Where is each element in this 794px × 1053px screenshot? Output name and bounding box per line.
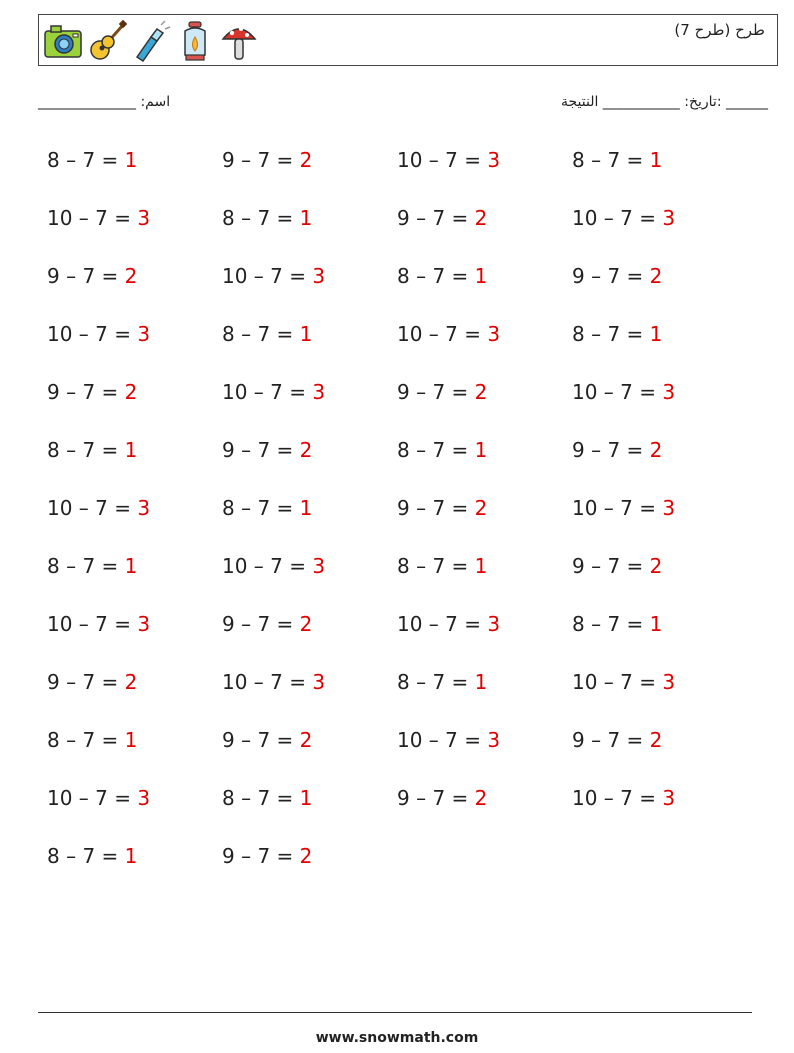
problem-answer: 1 [124,148,138,172]
problem-question: 9 – 7 = [397,496,475,520]
problem-question: 9 – 7 = [397,786,475,810]
problem-item [222,496,312,520]
problem-question: 10 – 7 = [572,786,663,810]
mushroom-icon [219,19,259,63]
problem-question: 10 – 7 = [47,322,138,346]
header-icons [43,19,259,63]
problem-question: 10 – 7 = [397,612,488,636]
problem-question: 9 – 7 = [572,554,650,578]
problem-question: 10 – 7 = [397,322,488,346]
problem-row [47,670,767,728]
problem-item [222,554,325,578]
problem-item [397,438,487,462]
problem-row [47,728,767,786]
problem-answer: 1 [474,264,488,288]
problem-answer: 2 [649,728,663,752]
problem-answer: 1 [474,670,488,694]
problem-answer: 1 [299,786,313,810]
problem-question: 10 – 7 = [397,148,488,172]
problem-question: 9 – 7 = [222,728,300,752]
problem-question: 8 – 7 = [47,438,125,462]
problem-item [47,670,137,694]
problem-answer: 2 [649,554,663,578]
problem-answer: 2 [124,670,138,694]
problem-row [47,496,767,554]
problem-item [572,554,662,578]
problem-item [572,612,662,636]
problem-answer: 2 [649,264,663,288]
problem-row [47,786,767,844]
problem-answer: 1 [474,438,488,462]
problem-item [47,264,137,288]
problem-row [47,438,767,496]
problem-question: 9 – 7 = [222,844,300,868]
problem-answer: 3 [662,496,676,520]
problem-item [397,206,487,230]
problem-question: 8 – 7 = [397,264,475,288]
problem-row [47,380,767,438]
problem-question: 9 – 7 = [47,264,125,288]
problem-row [47,844,767,902]
problem-item [222,612,312,636]
flashlight-icon [131,19,171,63]
problem-item [222,728,312,752]
problem-row [47,612,767,670]
problem-item [47,496,150,520]
problem-answer: 3 [487,148,501,172]
problem-item [572,670,675,694]
problem-item [47,380,137,404]
problem-answer: 1 [649,612,663,636]
problem-row [47,148,767,206]
problem-item [222,786,312,810]
problem-item [397,728,500,752]
problem-row [47,554,767,612]
problem-item [572,264,662,288]
problem-item [47,728,137,752]
problem-question: 8 – 7 = [47,728,125,752]
problem-question: 8 – 7 = [222,322,300,346]
problem-answer: 3 [137,322,151,346]
problem-question: 10 – 7 = [397,728,488,752]
problem-question: 9 – 7 = [222,438,300,462]
name-line: اسم: ______________ [38,94,171,110]
problem-answer: 1 [124,844,138,868]
problem-answer: 2 [474,496,488,520]
problem-row [47,322,767,380]
problem-item [572,380,675,404]
lantern-icon [175,19,215,63]
problem-answer: 2 [299,728,313,752]
problem-answer: 3 [312,380,326,404]
problem-question: 8 – 7 = [47,148,125,172]
problem-answer: 2 [299,844,313,868]
problem-question: 10 – 7 = [47,612,138,636]
problem-answer: 3 [487,612,501,636]
problem-item [397,786,487,810]
problem-item [222,438,312,462]
problem-question: 8 – 7 = [47,554,125,578]
problem-answer: 3 [487,322,501,346]
problem-item [222,844,312,868]
problem-item [572,438,662,462]
problem-question: 8 – 7 = [572,612,650,636]
problem-item [222,670,325,694]
problem-question: 9 – 7 = [47,380,125,404]
problem-answer: 1 [299,322,313,346]
worksheet-title: طرح (طرح 7) [674,21,765,39]
problem-question: 9 – 7 = [47,670,125,694]
problem-answer: 1 [649,148,663,172]
problem-answer: 3 [312,670,326,694]
problem-question: 9 – 7 = [222,612,300,636]
problem-question: 9 – 7 = [572,438,650,462]
problem-question: 10 – 7 = [47,786,138,810]
problem-question: 9 – 7 = [397,206,475,230]
problem-answer: 2 [474,380,488,404]
problem-answer: 1 [649,322,663,346]
problem-item [47,786,150,810]
problem-question: 8 – 7 = [397,670,475,694]
problem-question: 8 – 7 = [572,322,650,346]
problem-question: 10 – 7 = [572,496,663,520]
problem-answer: 2 [474,206,488,230]
problem-question: 8 – 7 = [572,148,650,172]
problem-item [47,206,150,230]
problem-answer: 3 [312,264,326,288]
problem-answer: 3 [137,206,151,230]
problem-question: 9 – 7 = [222,148,300,172]
problem-item [222,322,312,346]
problem-answer: 1 [124,728,138,752]
problem-item [397,496,487,520]
problem-item [397,148,500,172]
problem-item [572,786,675,810]
problem-item [572,148,662,172]
problem-answer: 3 [662,786,676,810]
problem-item [47,612,150,636]
problem-answer: 2 [299,612,313,636]
problem-question: 10 – 7 = [222,380,313,404]
problem-item [397,612,500,636]
problem-question: 8 – 7 = [47,844,125,868]
problem-question: 10 – 7 = [47,206,138,230]
problem-answer: 3 [662,380,676,404]
problem-question: 9 – 7 = [397,380,475,404]
problem-answer: 1 [124,554,138,578]
problem-item [397,322,500,346]
problem-question: 8 – 7 = [222,786,300,810]
problem-question: 8 – 7 = [397,438,475,462]
problem-item [47,844,137,868]
problem-question: 10 – 7 = [572,670,663,694]
problem-question: 9 – 7 = [572,264,650,288]
date-score-line: ______ :تاريخ: ___________ النتيجة [560,94,768,110]
problem-answer: 3 [137,496,151,520]
problem-answer: 3 [662,670,676,694]
problem-item [47,554,137,578]
footer-website: www.snowmath.com [315,1030,479,1046]
problem-question: 10 – 7 = [572,206,663,230]
problem-answer: 3 [312,554,326,578]
guitar-icon [87,19,127,63]
problem-answer: 2 [474,786,488,810]
problem-question: 10 – 7 = [572,380,663,404]
problem-item [222,264,325,288]
problem-answer: 2 [124,264,138,288]
problem-answer: 3 [137,786,151,810]
problem-item [222,148,312,172]
problem-answer: 2 [299,148,313,172]
problem-answer: 2 [124,380,138,404]
problem-item [397,554,487,578]
problem-grid [47,148,767,902]
problem-item [572,322,662,346]
problem-row [47,206,767,264]
problem-item [397,670,487,694]
problem-answer: 1 [299,496,313,520]
problem-item [572,496,675,520]
problem-answer: 1 [124,438,138,462]
problem-item [47,148,137,172]
worksheet-header [38,14,778,66]
problem-question: 10 – 7 = [222,554,313,578]
problem-question: 9 – 7 = [572,728,650,752]
problem-question: 10 – 7 = [222,670,313,694]
problem-question: 10 – 7 = [222,264,313,288]
problem-item [47,438,137,462]
problem-question: 8 – 7 = [397,554,475,578]
problem-item [397,380,487,404]
problem-answer: 1 [299,206,313,230]
footer-divider [38,1012,752,1013]
problem-answer: 3 [662,206,676,230]
problem-answer: 3 [487,728,501,752]
problem-item [572,728,662,752]
problem-item [47,322,150,346]
problem-question: 8 – 7 = [222,496,300,520]
problem-answer: 3 [137,612,151,636]
problem-answer: 2 [649,438,663,462]
problem-question: 8 – 7 = [222,206,300,230]
problem-answer: 1 [474,554,488,578]
camera-icon [43,19,83,63]
problem-item [572,206,675,230]
problem-question: 10 – 7 = [47,496,138,520]
problem-item [222,380,325,404]
problem-item [222,206,312,230]
problem-row [47,264,767,322]
problem-answer: 2 [299,438,313,462]
problem-item [397,264,487,288]
